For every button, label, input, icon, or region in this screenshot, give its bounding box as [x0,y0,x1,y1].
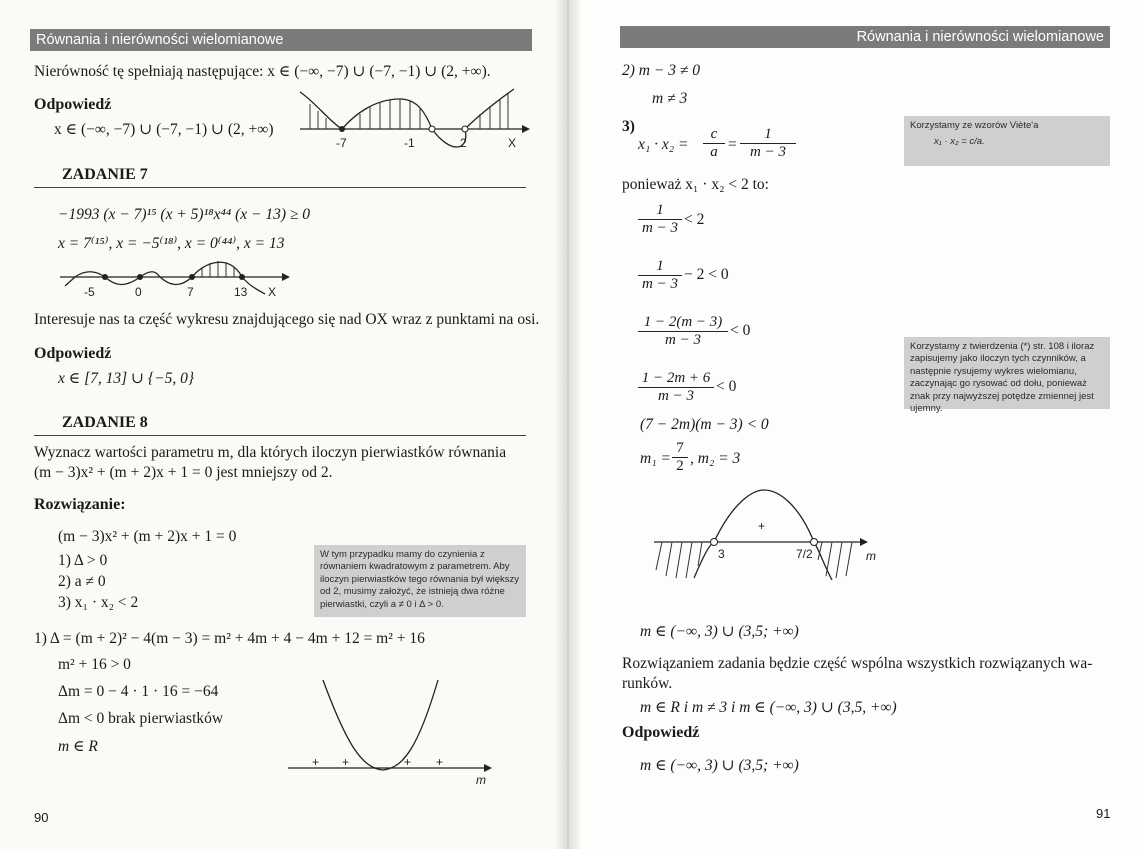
graph1-point-a [339,126,345,132]
sign-graph-4 [654,490,894,600]
root-m1-frac [672,440,688,475]
parabola-curve [323,680,438,770]
graph4-point-3 [711,539,718,546]
condition-2: 2) a ≠ 0 [58,573,106,590]
fraction-2 [638,258,682,293]
parabola-sign-2: + [404,755,412,769]
graph1-label-0: -7 [336,136,347,150]
answer2-label: Odpowiedź [34,345,112,362]
solution-label: Rozwiązanie: [34,496,126,513]
task7-title: ZADANIE 7 [62,166,148,183]
step3-one: 1 [740,126,796,144]
task8-title: ZADANIE 8 [62,414,148,431]
final-line-2: runków. [622,675,673,692]
parabola-axis-label: m [476,773,486,787]
sign-graph-1 [300,84,530,154]
fraction-3 [638,314,728,349]
root-m2: , m₂ = 3 [690,450,741,467]
graph2-point-d [239,274,245,280]
note-vieta [904,116,1110,166]
graph1-hatch [310,93,508,129]
graph2-label-1: 0 [135,285,142,299]
answer2-value: x ∈ [7, 13] ∪ {−5, 0} [58,370,195,387]
final-answer: m ∈ (−∞, 3) ∪ (3,5; +∞) [640,757,799,774]
parabola-graph [288,678,508,788]
fraction-4-den: m − 3 [658,388,694,404]
graph2-point-b [137,274,143,280]
intro-text: Nierówność tę spełniają następujące: x ∈ (−∞, −7) ∪ (−7, −1) ∪ (2, +∞). [34,63,491,80]
step3-frac-m [740,126,796,161]
step1-delta-m: Δm = 0 − 4 · 1 · 16 = −64 [58,683,219,700]
graph2-arrow [282,273,290,281]
combined-conditions: m ∈ R i m ≠ 3 i m ∈ (−∞, 3) ∪ (3,5, +∞) [640,699,897,716]
interval-result: m ∈ (−∞, 3) ∪ (3,5; +∞) [640,623,799,640]
graph4-axis-label: m [866,549,876,563]
graph1-point-b [429,126,435,132]
fraction-3-rest: < 0 [730,322,751,339]
graph4-label-3: 3 [718,547,725,561]
graph2-label-2: 7 [187,285,194,299]
fraction-4-num: 1 − 2m + 6 [638,370,714,388]
product-inequality: (7 − 2m)(m − 3) < 0 [640,416,769,433]
step1-inequality: m² + 16 > 0 [58,656,131,673]
final-answer-label: Odpowiedź [622,724,700,741]
fraction-1-num: 1 [638,202,682,220]
book-gutter [556,0,580,849]
fraction-1-rest: < 2 [684,211,705,228]
task7-note: Interesuje nas ta część wykresu znajdującego się nad OX wraz z punktami na osi. [34,311,540,328]
fraction-3-num: 1 − 2(m − 3) [638,314,728,332]
step1-result: m ∈ R [58,738,98,755]
task7-roots: x = 7⁽¹⁵⁾, x = −5⁽¹⁸⁾, x = 0⁽⁴⁴⁾, x = 13 [58,235,285,252]
left-header [30,29,532,51]
task8-rule [34,435,526,436]
sign-graph-2 [60,256,300,306]
root-m1-lhs: m₁ = [640,450,671,467]
graph4-label-7-2: 7/2 [796,547,813,561]
fraction-1-den: m − 3 [642,220,678,236]
task8-line1: Wyznacz wartości parametru m, dla których iloczyn pierwiastków równania [34,444,507,461]
fraction-3-den: m − 3 [665,332,701,348]
final-line-1: Rozwiązaniem zadania będzie część wspólna wszystkich rozwiązanych wa- [622,655,1093,672]
graph4-curve [694,490,832,580]
parabola-sign-1: + [342,755,350,769]
task8-line2: (m − 3)x² + (m + 2)x + 1 = 0 jest mniejszy od 2. [34,464,333,481]
parabola-sign-3: + [436,755,444,769]
graph1-label-3: X [508,136,517,150]
fraction-2-rest: − 2 < 0 [684,266,729,283]
step1-delta: 1) Δ = (m + 2)² − 4(m − 3) = m² + 4m + 4 − 4m + 12 = m² + 16 [34,630,425,647]
note-box-1: W tym przypadku mamy do czynienia z równaniem kwadratowym z parametrem. Aby iloczyn pierwiastków tego równania był większy od 2, musimy założyć, że istnieją dwa różne pierwiastki, czyli a ≠ 0 i Δ > 0. [314,545,526,617]
root-m1-num: 7 [672,440,688,458]
right-page-number: 91 [1096,806,1111,821]
since-line: ponieważ x₁ · x₂ < 2 to: [622,176,769,193]
condition-3: 3) x₁ · x₂ < 2 [58,594,139,611]
note-box-2: Korzystamy z twierdzenia (*) str. 108 i iloraz zapisujemy jako iloczyn tych czynników, a następnie rysujemy wykres wielomianu, zaczynając go rysować od dołu, ponieważ znak przy najwyższej potędze zmiennej jest ujemny. [904,337,1110,409]
step3-lhs: x₁ · x₂ = [638,136,689,153]
note-vieta-title: Korzystamy ze wzorów Viète'a [910,120,1039,131]
solution-equation: (m − 3)x² + (m + 2)x + 1 = 0 [58,528,237,545]
step3-equals: = [728,136,737,153]
left-header-title: Równania i nierówności wielomianowe [36,32,284,48]
left-page-number: 90 [34,810,49,825]
step2-line1: 2) m − 3 ≠ 0 [622,62,700,79]
parabola-arrow [484,764,492,772]
right-header [620,26,1110,48]
fraction-4 [638,370,714,405]
fraction-4-rest: < 0 [716,378,737,395]
step3-a: a [710,144,718,160]
fraction-2-num: 1 [638,258,682,276]
graph2-point-a [102,274,108,280]
note-vieta-formula: x₁ · x₂ = c/a. [934,136,985,148]
graph2-label-0: -5 [84,285,95,299]
right-header-title: Równania i nierówności wielomianowe [856,29,1104,45]
step3-m-minus-3: m − 3 [750,144,786,160]
graph2-label-4: X [268,285,277,299]
graph1-arrow [522,125,530,133]
graph1-point-c [462,126,468,132]
step3-frac-ca [703,126,725,161]
task7-rule [34,187,526,188]
root-m1-den: 2 [676,458,684,474]
step3-label: 3) [622,118,635,135]
answer1-label: Odpowiedź [34,96,112,113]
right-page [568,0,1137,849]
fraction-2-den: m − 3 [642,276,678,292]
graph2-point-c [189,274,195,280]
graph4-arrow [860,538,868,546]
graph1-label-2: 2 [460,136,467,150]
graph2-label-3: 13 [234,285,248,299]
step1-no-roots: Δm < 0 brak pierwiastków [58,710,224,727]
graph4-plus-sign: + [758,519,766,533]
answer1-value: x ∈ (−∞, −7) ∪ (−7, −1) ∪ (2, +∞) [54,121,274,138]
step2-line2: m ≠ 3 [652,90,688,107]
graph4-point-7-2 [811,539,818,546]
task7-equation: −1993 (x − 7)¹⁵ (x + 5)¹⁸x⁴⁴ (x − 13) ≥ 0 [58,206,311,223]
condition-1: 1) Δ > 0 [58,552,108,569]
step3-c: c [703,126,725,144]
graph1-label-1: -1 [404,136,415,150]
fraction-1 [638,202,682,237]
parabola-sign-0: + [312,755,320,769]
left-page [0,0,568,849]
